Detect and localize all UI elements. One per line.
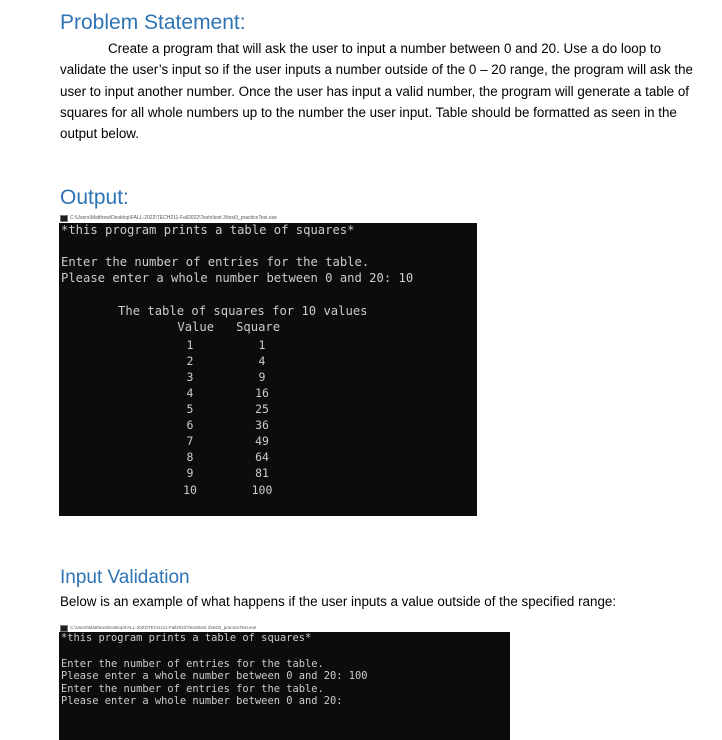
console-line: *this program prints a table of squares*: [61, 632, 312, 644]
problem-statement-heading: Problem Statement:: [60, 11, 246, 34]
console-titlebar: [59, 624, 510, 632]
table-value-cell: 9: [186, 466, 194, 480]
table-square-cell: 25: [255, 402, 269, 416]
table-square-cell: 16: [255, 386, 269, 400]
table-square-cell: 81: [255, 466, 269, 480]
problem-line: table of squares for all whole numbers up to the number the user input. Table should be formatted as: [60, 83, 690, 120]
console-table-caption: The table of squares for 10 values: [74, 304, 368, 318]
table-square-cell: 100: [251, 483, 273, 497]
table-value-cell: 4: [186, 386, 194, 400]
problem-line: Create a program that will ask the user to input a number between 0 and 20. Use a do loop to: [108, 41, 662, 56]
console-titlebar: [59, 214, 477, 223]
table-square-cell: 4: [258, 354, 266, 368]
problem-line: seen in the output below.: [60, 104, 677, 142]
table-value-cell: 10: [183, 483, 197, 497]
table-square-cell: 64: [255, 450, 269, 464]
output-heading: Output:: [60, 186, 129, 209]
problem-line: the user to input another number. Once the user has input a valid number, the program will generate a: [60, 62, 693, 99]
console-line: Please enter a whole number between 0 and 20: 10: [61, 271, 414, 285]
console-title: C:\Users\Matthew\Desktop\FALL-2022\TECH211-Fall2022\Tests\test 3\test3_practiceTest.exe: [70, 215, 277, 221]
table-square-cell: 49: [255, 434, 269, 448]
table-value-cell: 7: [186, 434, 194, 448]
console-window-icon: [60, 625, 68, 632]
problem-line: validate the user’s input so if the user inputs a number outside of the 0 – 20 range, the program will ask: [60, 62, 671, 78]
problem-statement-text: [60, 38, 700, 144]
table-value-cell: 8: [186, 450, 194, 464]
table-value-cell: 6: [186, 418, 194, 432]
table-square-cell: 36: [255, 418, 269, 432]
console-title: C:\Users\Matthew\Desktop\FALL-2022\TECH211-Fall2022\Tests\test 3\test3_practiceTest.exe: [70, 625, 257, 630]
console-line: Please enter a whole number between 0 and 20: 100: [61, 670, 368, 682]
console-line: *this program prints a table of squares*: [61, 223, 355, 237]
console-window-icon: [60, 215, 68, 222]
input-validation-heading: Input Validation: [60, 567, 190, 588]
table-value-cell: 3: [186, 370, 194, 384]
console-line: Enter the number of entries for the table.: [61, 255, 370, 269]
console-table-header: Value Square: [104, 320, 281, 334]
table-value-cell: 2: [186, 354, 194, 368]
table-value-cell: 1: [186, 338, 194, 352]
console-line: Enter the number of entries for the table.: [61, 658, 324, 670]
console-line: Enter the number of entries for the table.: [61, 683, 324, 695]
input-validation-text: Below is an example of what happens if the user inputs a value outside of the specified range:: [60, 594, 617, 609]
output-console-screenshot: [59, 214, 477, 516]
validation-console-screenshot: [59, 624, 510, 740]
table-value-cell: 5: [186, 402, 194, 416]
console-line: Please enter a whole number between 0 and 20:: [61, 695, 343, 707]
table-square-cell: 1: [258, 338, 266, 352]
table-square-cell: 9: [258, 370, 266, 384]
